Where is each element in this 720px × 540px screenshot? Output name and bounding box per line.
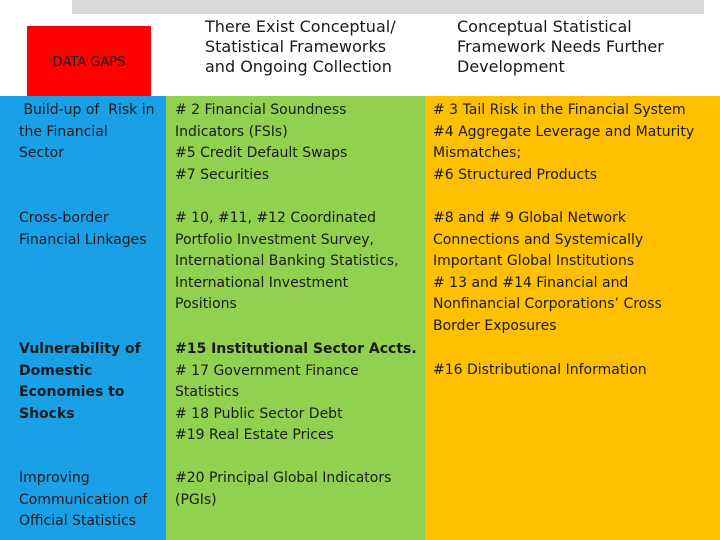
cell-line: Mismatches; <box>433 145 522 161</box>
cell-line: #16 Distributional Information <box>433 362 647 378</box>
cell-line: # 17 Government Finance <box>175 362 359 379</box>
cell-line: Nonfinancial Corporations’ Cross <box>433 296 662 312</box>
cell-line: Official Statistics <box>19 513 137 529</box>
cell-line: Financial Linkages <box>19 231 147 248</box>
cell-line: Shocks <box>19 405 75 422</box>
header-needs-development <box>457 17 664 77</box>
cell-line: Build-up of Risk in <box>19 102 155 118</box>
cell-line: Connections and Systemically <box>433 231 644 248</box>
header-line: Conceptual Statistical <box>457 17 632 36</box>
header-line: There Exist Conceptual/ <box>205 17 396 36</box>
header-line: Development <box>457 57 565 76</box>
cell-line: International Investment <box>175 274 349 291</box>
needs-cell-cross-border <box>433 208 662 337</box>
cell-line: Important Global Institutions <box>433 253 635 269</box>
cell-line: Domestic <box>19 362 93 379</box>
row-label-build-up-risk <box>19 100 154 165</box>
cell-line: #5 Credit Default Swaps <box>175 145 348 161</box>
cell-line: International Banking Statistics, <box>175 253 399 269</box>
cell-line: #4 Aggregate Leverage and Maturity <box>433 123 695 140</box>
cell-line: Sector <box>19 145 65 161</box>
data-gaps-label: DATA GAPS <box>52 54 126 70</box>
existing-cell-build-up-risk <box>175 100 347 186</box>
cell-line: # 2 Financial Soundness <box>175 102 347 118</box>
header-existing-frameworks <box>205 17 396 77</box>
cell-line: Improving <box>19 470 90 486</box>
cell-line: #6 Structured Products <box>433 166 598 183</box>
cell-line: #15 Institutional Sector Accts. <box>175 341 417 357</box>
existing-cell-cross-border <box>175 208 399 316</box>
cell-line: Communication of <box>19 491 148 508</box>
cell-line: Statistics <box>175 384 239 400</box>
cell-line: #8 and # 9 Global Network <box>433 210 626 226</box>
existing-cell-communication <box>175 468 391 511</box>
header-line: Statistical Frameworks <box>205 37 387 56</box>
row-label-vulnerability <box>19 339 141 425</box>
cell-line: #19 Real Estate Prices <box>175 427 334 443</box>
cell-line: Border Exposures <box>433 317 557 334</box>
cell-line: Positions <box>175 296 237 312</box>
cell-line: #20 Principal Global Indicators <box>175 470 392 486</box>
cell-line: # 13 and #14 Financial and <box>433 274 629 291</box>
header-line: Framework Needs Further <box>457 37 664 56</box>
cell-line: (PGIs) <box>175 491 217 508</box>
cell-line: Portfolio Investment Survey, <box>175 231 374 248</box>
cell-line: Economies to <box>19 384 125 400</box>
cell-line: the Financial <box>19 123 108 140</box>
cell-line: #7 Securities <box>175 166 270 183</box>
needs-cell-vulnerability <box>433 360 647 382</box>
header-line: and Ongoing Collection <box>205 57 392 76</box>
cell-line: # 18 Public Sector Debt <box>175 405 343 422</box>
existing-cell-vulnerability <box>175 339 417 447</box>
needs-cell-build-up-risk <box>433 100 694 186</box>
data-gaps-box <box>27 26 151 98</box>
row-label-cross-border <box>19 208 147 251</box>
cell-line: Cross-border <box>19 210 109 226</box>
cell-line: Vulnerability of <box>19 341 141 357</box>
cell-line: Indicators (FSIs) <box>175 123 288 140</box>
row-label-communication <box>19 468 147 533</box>
cell-line: # 3 Tail Risk in the Financial System <box>433 102 686 118</box>
cell-line: # 10, #11, #12 Coordinated <box>175 210 376 226</box>
top-bar <box>72 0 704 14</box>
